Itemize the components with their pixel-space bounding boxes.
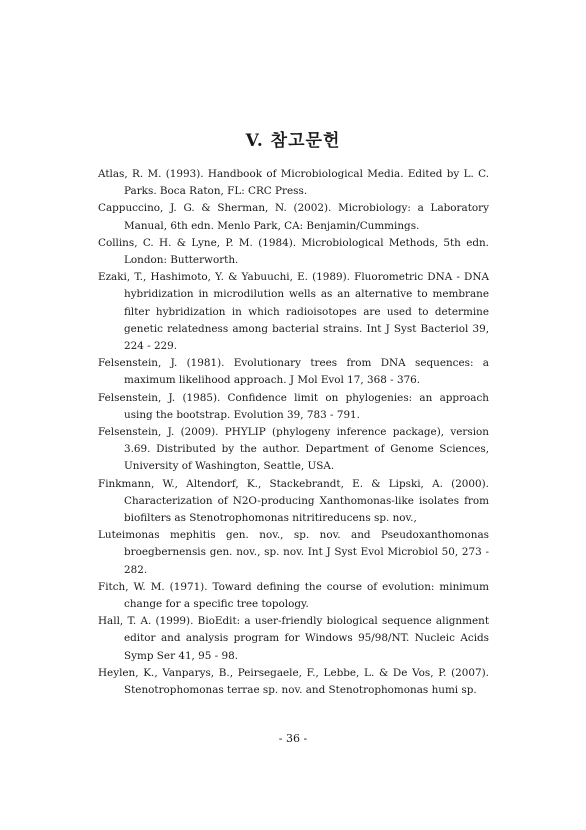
page-title: V. 참고문헌 <box>245 131 341 152</box>
page-number: - 36 - <box>278 732 308 745</box>
reference-list <box>98 166 489 699</box>
reference-entry: Hall, T. A. (1999). BioEdit: a user-friendly biological sequence alignment editor and analysis program for Windows 95/98/NT. Nucleic Acids Symp Ser 41, 95 - 98. <box>98 615 489 662</box>
reference-entry: Fitch, W. M. (1971). Toward defining the course of evolution: minimum change for a specific tree topology. <box>98 580 489 611</box>
reference-entry: Felsenstein, J. (1981). Evolutionary trees from DNA sequences: a maximum likelihood approach. J Mol Evol 17, 368 - 376. <box>98 357 489 387</box>
reference-entry: Felsenstein, J. (2009). PHYLIP (phylogeny inference package), version 3.69. Distributed by the author. Department of Genome Sciences, University of Washington, Seattle, USA. <box>98 426 489 473</box>
reference-entry: Luteimonas mephitis gen. nov., sp. nov. and Pseudoxanthomonas broegbernensis gen. nov., sp. nov. Int J Syst Evol Microbiol 50, 273 - 282. <box>98 529 489 576</box>
reference-entry: Heylen, K., Vanparys, B., Peirsegaele, F., Lebbe, L. & De Vos, P. (2007). Stenotrophomonas terrae sp. nov. and Stenotrophomonas humi sp. <box>98 666 489 697</box>
reference-entry: Finkmann, W., Altendorf, K., Stackebrandt, E. & Lipski, A. (2000). Characterization of N2O-producing Xanthomonas-like isolates from biofilters as Stenotrophomonas nitritireducens sp. nov., <box>98 477 489 525</box>
reference-entry: Cappuccino, J. G. & Sherman, N. (2002). Microbiology: a Laboratory Manual, 6th edn. Menlo Park, CA: Benjamin/Cummings. <box>98 202 489 232</box>
reference-entry: Ezaki, T., Hashimoto, Y. & Yabuuchi, E. (1989). Fluorometric DNA - DNA hybridization in microdilution wells as an alternative to membrane filter hybridization in which radioisotopes are used to determine genetic relatedness among bacterial strains. Int J Syst Bacteriol 39, 224 - 229. <box>98 271 489 353</box>
reference-entry: Collins, C. H. & Lyne, P. M. (1984). Microbiological Methods, 5th edn. London: Butterworth. <box>98 236 489 267</box>
reference-entry: Felsenstein, J. (1985). Confidence limit on phylogenies: an approach using the bootstrap. Evolution 39, 783 - 791. <box>98 391 489 421</box>
reference-entry: Atlas, R. M. (1993). Handbook of Microbiological Media. Edited by L. C. Parks. Boca Raton, FL: CRC Press. <box>98 168 489 198</box>
